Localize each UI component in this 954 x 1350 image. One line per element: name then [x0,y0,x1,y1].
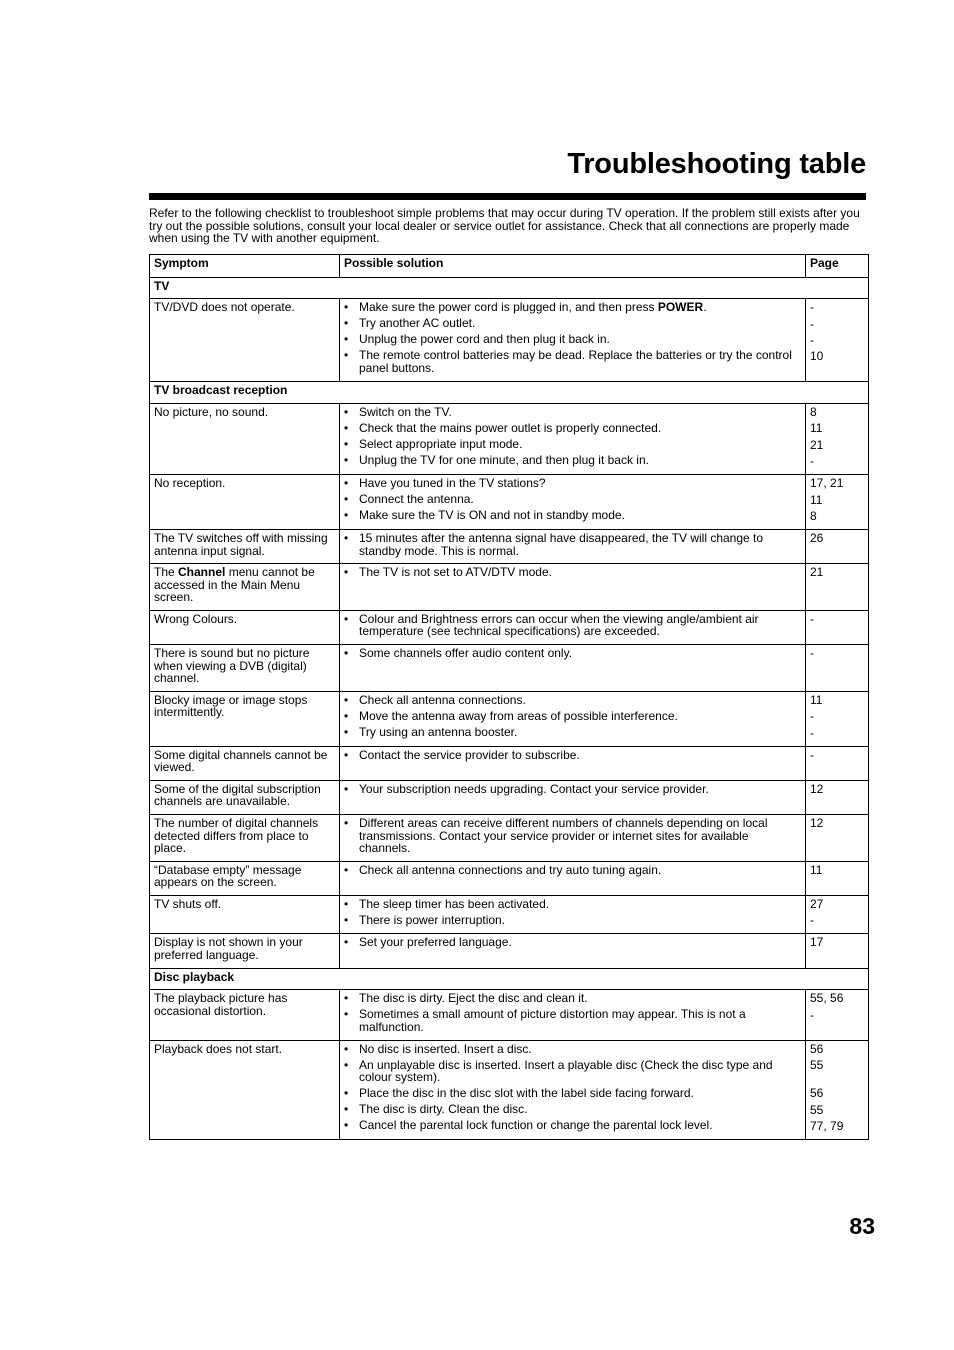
symptom-cell: Playback does not start. [150,1040,340,1140]
symptom-cell: Display is not shown in your preferred language. [150,934,340,968]
header-solution: Possible solution [340,255,806,278]
solution-item: • Set your preferred language. [344,936,801,949]
solution-item: • Different areas can receive different numbers of channels depending on local transmissions. Contact your service provider or internet sites for available channels. [344,817,801,855]
section-title: TV broadcast reception [150,382,869,404]
header-symptom: Symptom [150,255,340,278]
table-row [150,610,869,644]
page-ref: 55 [810,1102,824,1117]
page-cell [806,815,869,862]
symptom-cell: Blocky image or image stops intermittently. [150,691,340,746]
solution-item: • Cancel the parental lock function or change the parental lock level. [344,1119,801,1132]
troubleshooting-table [149,254,869,1140]
solution-list [344,566,801,579]
page-ref: - [810,300,814,315]
page-ref: - [810,454,814,469]
page-ref: 56 [810,1041,824,1056]
table-row [150,895,869,933]
solution-list [344,301,801,374]
table-row [150,529,869,563]
page-cell [806,746,869,780]
page-ref: 26 [810,530,824,545]
solution-cell [340,780,806,814]
header-page: Page [806,255,869,278]
solution-cell [340,475,806,530]
page-ref: 55, 56 [810,991,844,1006]
solution-item: • Have you tuned in the TV stations? [344,477,801,490]
table-row [150,934,869,968]
page-ref: 10 [810,349,824,364]
page-cell [806,780,869,814]
table-row [150,780,869,814]
symptom-cell: The number of digital channels detected differs from place to place. [150,815,340,862]
solution-item: • Connect the antenna. [344,493,801,506]
solution-list [344,613,801,638]
solution-item: • Check that the mains power outlet is properly connected. [344,422,801,435]
page-ref: - [810,747,814,762]
solution-cell [340,299,806,382]
solution-cell [340,934,806,968]
page-ref: 8 [810,508,817,523]
symptom-cell: TV/DVD does not operate. [150,299,340,382]
solution-item: • Unplug the power cord and then plug it back in. [344,333,801,346]
symptom-cell: No reception. [150,475,340,530]
page-cell [806,1040,869,1140]
page-cell [806,564,869,611]
page-cell [806,610,869,644]
page-title: Troubleshooting table [567,148,866,180]
table-row [150,645,869,692]
solution-item: • The disc is dirty. Eject the disc and clean it. [344,992,801,1005]
solution-cell [340,990,806,1040]
symptom-cell: There is sound but no picture when viewing a DVB (digital) channel. [150,645,340,692]
table-row [150,475,869,530]
solution-cell [340,815,806,862]
page-ref: - [810,316,814,331]
solution-cell [340,895,806,933]
page-ref: 8 [810,404,817,419]
page-ref: - [810,709,814,724]
solution-item: • Check all antenna connections and try auto tuning again. [344,864,801,877]
page-ref: 27 [810,896,824,911]
solution-list [344,992,801,1033]
solution-item: • Make sure the TV is ON and not in standby mode. [344,509,801,522]
table-row [150,564,869,611]
solution-item: • The disc is dirty. Clean the disc. [344,1103,801,1116]
solution-list [344,864,801,877]
page-cell [806,645,869,692]
symptom-cell: Some digital channels cannot be viewed. [150,746,340,780]
page-ref: 11 [810,692,823,707]
section-title: TV [150,277,869,299]
table-row [150,691,869,746]
symptom-cell: The TV switches off with missing antenna input signal. [150,529,340,563]
section-row [150,968,869,990]
solution-list [344,532,801,557]
page-number: 83 [849,1213,875,1239]
page-ref: 11 [810,492,823,507]
page-cell [806,895,869,933]
page-cell [806,990,869,1040]
section-row [150,382,869,404]
page-cell [806,403,869,474]
solution-cell [340,529,806,563]
solution-item: • Select appropriate input mode. [344,438,801,451]
symptom-cell: The Channel menu cannot be accessed in the Main Menu screen. [150,564,340,611]
page-ref: 56 [810,1086,824,1101]
solution-item: • Switch on the TV. [344,406,801,419]
table-row [150,815,869,862]
solution-list [344,898,801,927]
solution-cell [340,610,806,644]
solution-list [344,1043,801,1132]
solution-item: • There is power interruption. [344,914,801,927]
table-row [150,1040,869,1140]
page-ref: 55 [810,1057,824,1072]
solution-item: • The remote control batteries may be dead. Replace the batteries or try the control panel buttons. [344,349,801,374]
symptom-cell: The playback picture has occasional distortion. [150,990,340,1040]
solution-cell [340,861,806,895]
solution-list [344,817,801,855]
symptom-cell: Wrong Colours. [150,610,340,644]
solution-list [344,783,801,796]
solution-list [344,406,801,467]
symptom-cell: TV shuts off. [150,895,340,933]
symptom-cell: “Database empty” message appears on the screen. [150,861,340,895]
page-cell [806,861,869,895]
page-ref: - [810,725,814,740]
emphasis-text: POWER [657,300,704,315]
page-ref: 21 [810,565,824,580]
solution-item: • Make sure the power cord is plugged in, and then press POWER. [344,301,801,314]
title-rule [149,193,866,200]
table-row [150,990,869,1040]
page-cell [806,529,869,563]
page-cell [806,691,869,746]
page-ref: 12 [810,816,824,830]
page-ref: - [810,646,814,661]
solution-item: • No disc is inserted. Insert a disc. [344,1043,801,1056]
solution-item: • Colour and Brightness errors can occur when the viewing angle/ambient air temperature (see technical specifications) are exceeded. [344,613,801,638]
page-ref: - [810,1007,814,1022]
table-row [150,403,869,474]
table-body [150,277,869,1140]
solution-list [344,936,801,949]
page-ref: 21 [810,437,824,452]
page-ref: 17 [810,935,824,950]
solution-cell [340,1040,806,1140]
section-row [150,277,869,299]
solution-item: • Move the antenna away from areas of possible interference. [344,710,801,723]
page-ref: - [810,611,814,626]
table-row [150,299,869,382]
header-row [150,255,869,278]
symptom-cell: No picture, no sound. [150,403,340,474]
solution-item: • The TV is not set to ATV/DTV mode. [344,566,801,579]
solution-item: • Contact the service provider to subscribe. [344,749,801,762]
solution-list [344,477,801,522]
page-ref: 17, 21 [810,476,844,491]
symptom-cell: Some of the digital subscription channels are unavailable. [150,780,340,814]
solution-item: • An unplayable disc is inserted. Insert a playable disc (Check the disc type and colour system). [344,1059,801,1084]
solution-list [344,647,801,660]
solution-item: • Sometimes a small amount of picture distortion may appear. This is not a malfunction. [344,1008,801,1033]
solution-item: • Try using an antenna booster. [344,726,801,739]
page-ref: 77, 79 [810,1119,844,1134]
page-cell [806,299,869,382]
page-ref: 12 [810,781,824,796]
table-row [150,746,869,780]
solution-cell [340,691,806,746]
solution-item: • Some channels offer audio content only. [344,647,801,660]
solution-item: • 15 minutes after the antenna signal have disappeared, the TV will change to standby mode. This is normal. [344,532,801,557]
solution-cell [340,645,806,692]
page-ref: 11 [810,421,823,436]
solution-item: • Check all antenna connections. [344,694,801,707]
intro-paragraph: Refer to the following checklist to troubleshoot simple problems that may occur during TV operation. If the problem still exists after you try out the possible solutions, consult your local dealer or service outlet for assistance. Check that all connections are properly made when using the TV with another equipment. [149,206,860,246]
solution-cell [340,746,806,780]
solution-item: • Try another AC outlet. [344,317,801,330]
page-ref: 11 [810,862,823,877]
solution-cell [340,564,806,611]
section-title: Disc playback [150,968,869,990]
page-ref: - [810,332,814,347]
solution-item: • The sleep timer has been activated. [344,898,801,911]
solution-cell [340,403,806,474]
emphasis-text: Channel [178,565,226,580]
solution-item: • Unplug the TV for one minute, and then plug it back in. [344,454,801,467]
solution-list [344,749,801,762]
solution-item: • Your subscription needs upgrading. Contact your service provider. [344,783,801,796]
page-ref: - [810,913,814,928]
solution-list [344,694,801,739]
table-row [150,861,869,895]
page-cell [806,934,869,968]
solution-item: • Place the disc in the disc slot with the label side facing forward. [344,1087,801,1100]
page-cell [806,475,869,530]
